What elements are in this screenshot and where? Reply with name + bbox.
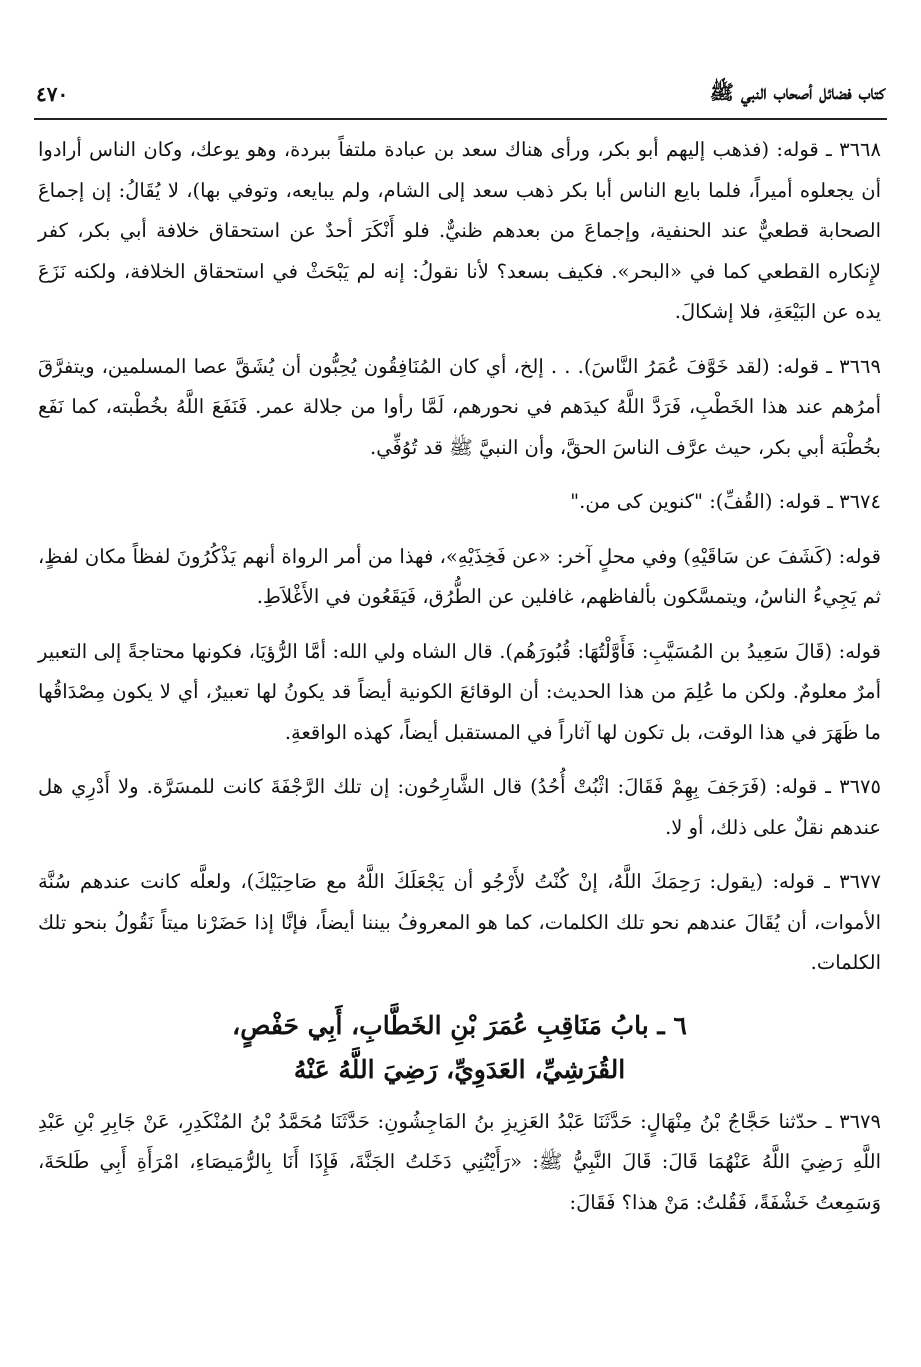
chapter-heading-line-2: القُرَشِيِّ، العَدَوِيِّ، رَضِيَ اللَّهُ عَنْهُ — [293, 1054, 626, 1084]
chapter-heading — [38, 1004, 881, 1092]
hadith-paragraph-3679: ٣٦٧٩ ـ حدّثنا حَجَّاجُ بْنُ مِنْهَالٍ: حَدَّثَنَا عَبْدُ العَزِيزِ بنُ المَاجِشُونِ: حَدَّثَنَا مُحَمَّدُ بْنُ المُنْكَدِرِ، عَنْ جَابِرِ بْنِ عَبْدِ اللَّهِ رَضِيَ اللَّهُ عَنْهُمَا قَالَ: قَالَ النَّبِيُّ ﷺ: «رَأَيْتُنِي دَخَلتُ الجَنَّةَ، فَإِذَا أَنَا بِالرُّمَيصَاءِ، امْرَأَةِ أَبِي طَلحَةَ، وَسَمِعتُ خَشْفَةً، فَقُلتُ: مَنْ هذا؟ فَقَالَ: — [38, 1109, 881, 1214]
book-title: كتاب فضائل أصحاب النبي ﷺ — [709, 79, 885, 104]
chapter-heading-line-1: ٦ ـ بابُ مَنَاقِبِ عُمَرَ بْنِ الخَطَّابِ، أَبِي حَفْصٍ، — [232, 1010, 687, 1040]
commentary-paragraph-musayyab: قوله: (قَالَ سَعِيدُ بن المُسَيَّبِ: فَأَوَّلْتُهَا: قُبُورَهُم). قال الشاه ولي الله: أمَّا الرُّؤيَا، فكونها محتاجةً إلى التعبير أمرٌ معلومٌ. ولكن ما عُلِمَ من هذا الحديث: أن الوقائعَ الكونية أيضاً قد يكونُ لها تعبيرٌ، أي لا يكون مِصْدَاقُها ما ظَهَرَ في هذا الوقت، بل تكون لها آثاراً في المستقبل أيضاً، كهذه الواقعةِ. — [38, 639, 881, 744]
commentary-paragraph-3668: ٣٦٦٨ ـ قوله: (فذهب إليهم أبو بكر، ورأى هناك سعد بن عبادة ملتفاً ببردة، وهو يوعك، وكان الناس أرادوا أن يجعلوه أميراً، فلما بايع الناس أبا بكر ذهب سعد إلى الشام، ولم يبايعه، وتوفي بها)، لا يُقَالُ: إن إجماعَ الصحابة قطعيٌّ عند الحنفية، وإجماعَ من بعدهم ظنيٌّ. فلو أَنْكَرَ أحدٌ عن استحقاق خلافة أبي بكر، كفر لإِنكاره القطعي كما في «البحر». فكيف بسعد؟ لأنا نقولُ: إنه لم يَبْحَثْ في استحقاق الخلافة، ولكنه نَزَعَ يده عن البَيْعَةِ، فلا إشكالَ. — [38, 138, 881, 323]
commentary-paragraph-3677: ٣٦٧٧ ـ قوله: (يقول: رَحِمَكَ اللَّهُ، إنْ كُنْتُ لأَرْجُو أن يَجْعَلَكَ اللَّهُ مع صَاحِبَيْكَ)، ولعلَّه كانت عندهم سُنَّة الأموات، أن يُقَالَ عندهم نحو تلك الكلمات، كما هو المعروفُ بيننا أيضاً، فإنَّا إذا حَضَرْنا ميتاً نَقُولُ بنحو تلك الكلمات. — [38, 870, 881, 974]
commentary-paragraph-3674: ٣٦٧٤ ـ قوله: (القُفِّ): "كنوين كى من." — [570, 490, 881, 513]
page-number: ٤٧٠ — [36, 82, 69, 106]
page-header — [36, 72, 885, 116]
commentary-paragraph-3675: ٣٦٧٥ ـ قوله: (فَرَجَفَ بِهِمْ فَقَالَ: اثْبُتْ أُحُدُ) قال الشَّارِحُون: إن تلك الرَّجْفَةَ كانت للمسَرَّة. ولا أَدْرِي هل عندهم نقلٌ على ذلك، أو لا. — [38, 775, 881, 839]
page-body — [38, 130, 881, 1223]
commentary-paragraph-3669: ٣٦٦٩ ـ قوله: (لقد خَوَّفَ عُمَرُ النَّاسَ). . . إلخ، أي كان المُنَافِقُون يُحِبُّون أن يُشَقَّ عصا المسلمين، ويتفرَّقَ أمرُهم عند هذا الخَطْبِ، فَرَدَّ اللَّهُ كيدَهم في نحورهم، لَمَّا رأوا من جلالة عمر. فَنَفَعَ اللَّهُ بخُطْبته، كما نَفَع بخُطْبَة أبي بكر، حيث عرَّف الناسَ الحقَّ، وأن النبيَّ ﷺ قد تُوُفِّي. — [38, 354, 881, 459]
commentary-paragraph-saqayh: قوله: (كَشَفَ عن سَاقَيْهِ) وفي محلٍ آخر: «عن فَخِذَيْهِ»، فهذا من أمر الرواة أنهم يَذْكُرُونَ لفظاً مكان لفظٍ، ثم يَجِيءُ الناسُ، ويتمسَّكون بألفاظهم، غافلين عن الطُّرُق، فَيَقَعُون في الأَغْلاَطِ. — [38, 544, 881, 608]
header-rule — [34, 118, 887, 120]
